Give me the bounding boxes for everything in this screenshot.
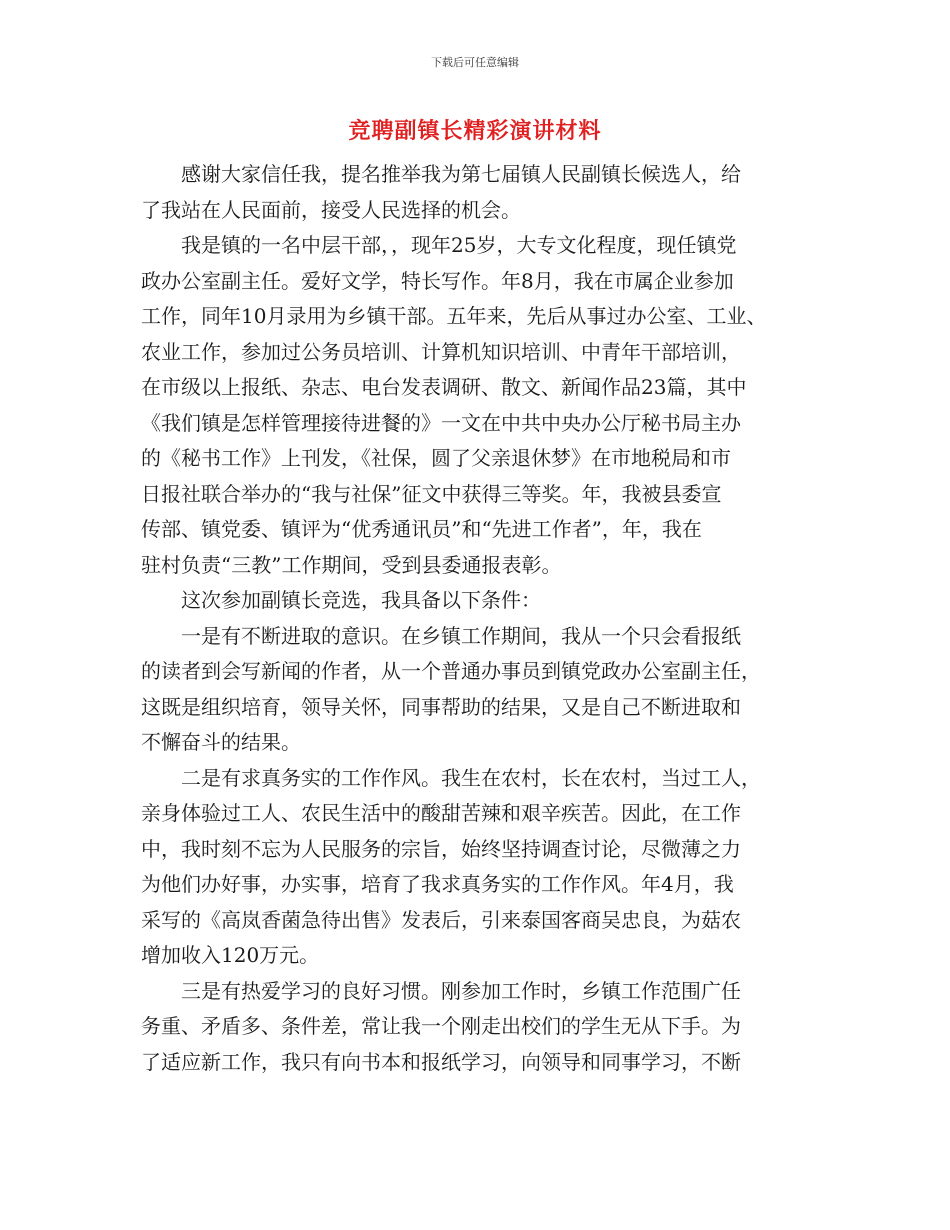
body-line: 日报社联合举办的“我与社保”征文中获得三等奖。年，我被县委宣 [141, 481, 722, 506]
body-line: 传部、镇党委、镇评为“优秀通讯员”和“先进工作者”，年，我在 [141, 517, 702, 541]
body-line: 采写的《高岚香菌急待出售》发表后，引来泰国客商吴忠良，为菇农 [141, 907, 741, 932]
body-line: 三是有热爱学习的良好习惯。刚参加工作时，乡镇工作范围广任 [141, 978, 741, 1003]
body-line: 亲身体验过工人、农民生活中的酸甜苦辣和艰辛疾苦。因此，在工作 [141, 801, 741, 825]
body-line: 我是镇的一名中层干部，，现年25岁，大专文化程度，现任镇党 [141, 233, 737, 257]
body-line: 二是有求真务实的工作作风。我生在农村，长在农村，当过工人， [141, 765, 761, 790]
body-line: 工作，同年10月录用为乡镇干部。五年来，先后从事过办公室、工业、 [141, 304, 767, 328]
body-line: 务重、矛盾多、条件差，常让我一个刚走出校们的学生无从下手。为 [141, 1014, 741, 1038]
body-line: 中，我时刻不忘为人民服务的宗旨，始终坚持调查讨论，尽微薄之力 [141, 836, 741, 861]
body-line: 农业工作，参加过公务员培训、计算机知识培训、中青年干部培训， [141, 339, 741, 364]
body-line: 这次参加副镇长竞选，我具备以下条件： [141, 588, 541, 612]
body-line: 驻村负责“三教”工作期间，受到县委通报表彰。 [141, 552, 562, 577]
body-line: 了我站在人民面前，接受人民选择的机会。 [141, 197, 521, 222]
body-line: 不懈奋斗的结果。 [141, 730, 301, 754]
body-line: 为他们办好事，办实事，培育了我求真务实的工作作风。年4月，我 [141, 872, 734, 896]
body-line: 的《秘书工作》上刊发，《社保，圆了父亲退休梦》在市地税局和市 [141, 446, 731, 470]
body-line: 感谢大家信任我，提名推举我为第七届镇人民副镇长候选人，给 [141, 162, 741, 186]
page-header: 下载后可任意编辑 [431, 56, 519, 69]
body-line: 一是有不断进取的意识。在乡镇工作期间，我从一个只会看报纸 [141, 623, 741, 648]
document-title: 竞聘副镇长精彩演讲材料 [348, 119, 602, 144]
body-line: 的读者到会写新闻的作者，从一个普通办事员到镇党政办公室副主任， [141, 659, 761, 683]
body-line: 增加收入120万元。 [141, 943, 320, 967]
body-line: 这既是组织培育，领导关怀，同事帮助的结果，又是自己不断进取和 [141, 694, 741, 719]
body-line: 了适应新工作，我只有向书本和报纸学习，向领导和同事学习，不断 [141, 1049, 741, 1074]
body-line: 政办公室副主任。爱好文学，特长写作。年8月，我在市属企业参加 [141, 268, 734, 293]
body-line: 在市级以上报纸、杂志、电台发表调研、散文、新闻作品23篇，其中 [141, 375, 747, 399]
body-line: 《我们镇是怎样管理接待进餐的》一文在中共中央办公厅秘书局主办 [141, 410, 741, 435]
